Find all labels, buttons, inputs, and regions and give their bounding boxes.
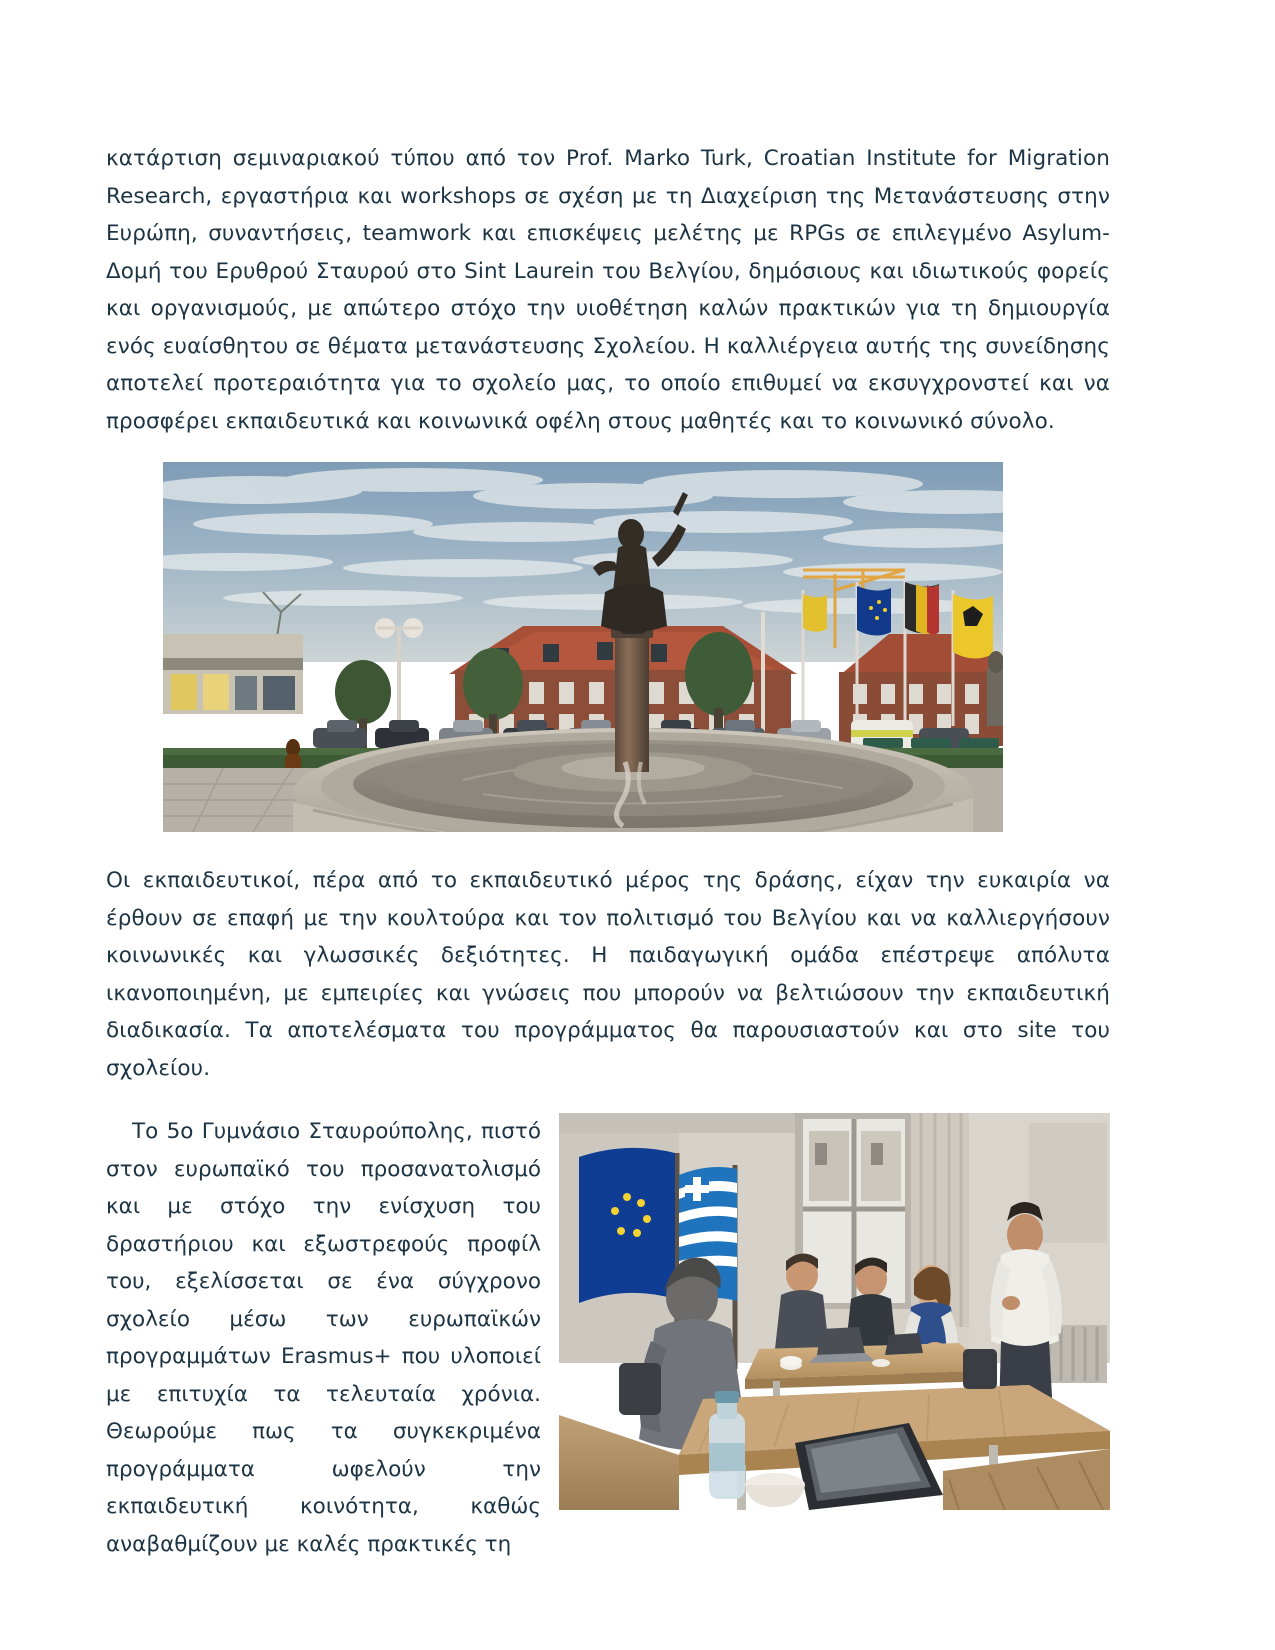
paragraph-2: Οι εκπαιδευτικοί, πέρα από το εκπαιδευτικό μέρος της δράσης, είχαν την ευκαιρία να έρθουν σε επαφή με την κουλτούρα και τον πολιτισμό του Βελγίου και να καλλιεργήσουν κοινωνικές και γλωσσικές δεξιότητες. Η παιδαγωγική ομάδα επέστρεψε απόλυτα ικανοποιημένη, με εμπειρίες και γνώσεις που μπορούν να βελτιώσουν την εκπαιδευτική διαδικασία. Τα αποτελέσματα του προγράμματος θα παρουσιαστούν και στο site του σχολείου. xyxy=(106,868,1110,1081)
figure-2-container xyxy=(559,1113,1110,1510)
bottom-columns xyxy=(106,1113,1110,1563)
town-square-fountain-photo xyxy=(163,462,1003,832)
meeting-room-photo xyxy=(559,1113,1110,1510)
paragraph-3-text: Το 5ο Γυμνάσιο Σταυρούπολης, πιστό στον ευρωπαϊκό του προσανατολισμό και με στόχο την ενίσχυση του δραστήριου και εξωστρεφούς προφίλ του, εξελίσσεται σε ένα σύγχρονο σχολείο μέσω των ευρωπαϊκών προγραμμάτων Erasmus+ που υλοποιεί με επιτυχία τα τελευταία χρόνια. Θεωρούμε πως τα συγκεκριμένα προγράμματα ωφελούν την εκπαιδευτική κοινότητα, καθώς αναβαθμίζουν με καλές πρακτικές τη xyxy=(106,1119,541,1557)
paragraph-2-block xyxy=(106,862,1110,1087)
document-content xyxy=(106,140,1110,1563)
paragraph-1: κατάρτιση σεμιναριακού τύπου από τον Prof. Marko Turk, Croatian Institute for Migration Research, εργαστήρια και workshops σε σχέση με τη Διαχείριση της Μετανάστευσης στην Ευρώπη, συναντήσεις, teamwork και επισκέψεις μελέτης με RPGs σε επιλεγμένο Asylum-Δομή του Ερυθρού Σταυρού στο Sint Laurein του Βελγίου, δημόσιους και ιδιωτικούς φορείς και οργανισμούς, με απώτερο στόχο την υιοθέτηση καλών πρακτικών για τη δημιουργία ενός ευαίσθητου σε θέματα μετανάστευσης Σχολείου. Η καλλιέργεια αυτής της συνείδησης αποτελεί προτεραιότητα για το σχολείο μας, το οποίο επιθυμεί να εκσυγχρονστεί και να προσφέρει εκπαιδευτικά και κοινωνικά οφέλη στους μαθητές και το κοινωνικό σύνολο. xyxy=(106,146,1110,434)
figure-1-container xyxy=(163,462,1003,832)
